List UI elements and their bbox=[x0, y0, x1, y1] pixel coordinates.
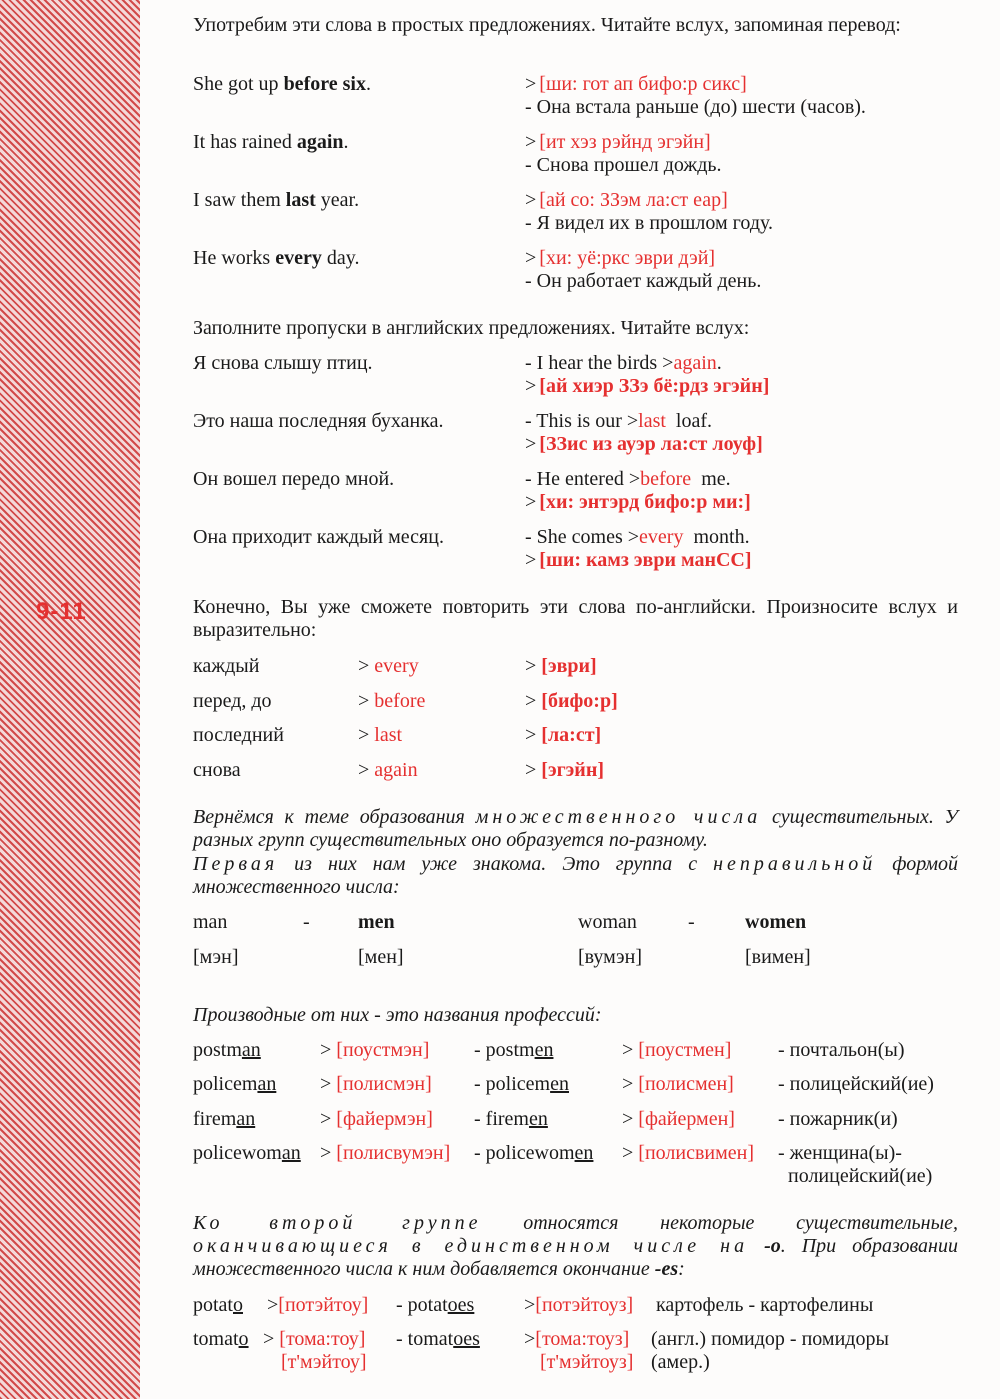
es-russian: (англ.) помидор - помидоры bbox=[651, 1328, 889, 1350]
example-translation: - Он работает каждый день. bbox=[525, 270, 762, 292]
vocab-english: > every bbox=[358, 655, 419, 677]
fill-english: - This is our >last loaf. bbox=[525, 410, 713, 432]
vocab-english: > last bbox=[358, 724, 403, 746]
profession-russian: - женщина(ы)- bbox=[778, 1142, 902, 1164]
word-man: man bbox=[193, 911, 228, 933]
vocab-transcription: > [ла:ст] bbox=[525, 724, 602, 746]
example-translation: - Я видел их в прошлом году. bbox=[525, 212, 773, 234]
vocab-transcription: > [бифо:р] bbox=[525, 690, 618, 712]
fill-transcription: > [ши: камз эври манСС] bbox=[525, 549, 752, 571]
singular-transcription: > [полисвумэн] bbox=[320, 1142, 451, 1164]
profession-russian-cont: полицейский(ие) bbox=[788, 1165, 933, 1187]
vocab-russian: перед, до bbox=[193, 690, 272, 712]
word-women: women bbox=[745, 911, 807, 933]
word-woman: woman bbox=[578, 911, 637, 933]
profession-russian: - почтальон(ы) bbox=[778, 1039, 905, 1061]
dash: - bbox=[688, 911, 695, 933]
profession-plural: - firemen bbox=[474, 1108, 548, 1130]
plural-transcription: > [полисвимен] bbox=[622, 1142, 754, 1164]
fill-english: - He entered >before me. bbox=[525, 468, 731, 490]
intro-text: Употребим эти слова в простых предложениях. Читайте вслух, запоминая перевод: bbox=[193, 14, 901, 36]
fill-transcription: > [ЗЗис из ауэр ла:ст лоуф] bbox=[525, 433, 763, 455]
vocab-transcription: > [эври] bbox=[525, 655, 597, 677]
fill-english: - I hear the birds >again. bbox=[525, 352, 722, 374]
repeat-intro: Конечно, Вы уже сможете повторить эти слова по-английски. Произносите вслух и выразительно: bbox=[193, 596, 958, 641]
es-russian: картофель - картофелины bbox=[656, 1294, 874, 1316]
example-sentence: It has rained again. bbox=[193, 131, 349, 153]
es-singular: potato bbox=[193, 1294, 243, 1316]
professions-intro: Производные от них - это названия профессий: bbox=[193, 1004, 602, 1026]
plural-transcription: > [полисмен] bbox=[622, 1073, 734, 1095]
example-translation: - Снова прошел дождь. bbox=[525, 154, 722, 176]
example-sentence: I saw them last year. bbox=[193, 189, 360, 211]
profession-russian: - пожарник(и) bbox=[778, 1108, 898, 1130]
fill-russian: Она приходит каждый месяц. bbox=[193, 526, 444, 548]
example-transcription: > [ши: гот ап бифо:р сикс] bbox=[525, 73, 747, 95]
plural-intro-1: Вернёмся к теме образования множественного числа существительных. У разных групп существительных оно образуется по-разному. bbox=[193, 806, 958, 851]
profession-singular: policeman bbox=[193, 1073, 277, 1095]
vocab-russian: последний bbox=[193, 724, 284, 746]
word-men: men bbox=[358, 911, 395, 933]
plural-intro-2: Первая из них нам уже знакома. Это группа с неправильной формой множественного числа: bbox=[193, 853, 958, 898]
fill-english: - She comes >every month. bbox=[525, 526, 750, 548]
decorative-stripe bbox=[0, 0, 140, 1399]
fill-russian: Он вошел передо мной. bbox=[193, 468, 395, 490]
es-plural-transcription-alt: [т'мэйтоуз] bbox=[540, 1351, 634, 1373]
second-group-intro: Ко второй группе относятся некоторые существительные, оканчивающиеся в единственном числе на -o. При образовании множественного числа к ним добавляется окончание -es: bbox=[193, 1212, 958, 1280]
singular-transcription: > [файермэн] bbox=[320, 1108, 433, 1130]
profession-singular: policewoman bbox=[193, 1142, 301, 1164]
profession-plural: - policewomen bbox=[474, 1142, 594, 1164]
dash: - bbox=[303, 911, 310, 933]
fill-russian: Я снова слышу птиц. bbox=[193, 352, 373, 374]
plural-transcription: > [поустмен] bbox=[622, 1039, 732, 1061]
plural-transcription: > [файермен] bbox=[622, 1108, 735, 1130]
example-transcription: > [ай со: ЗЗэм ла:ст еар] bbox=[525, 189, 728, 211]
man-transcription: [мэн] bbox=[193, 946, 239, 968]
woman-transcription: [вумэн] bbox=[578, 946, 643, 968]
example-transcription: > [хи: уё:ркс эври дэй] bbox=[525, 247, 716, 269]
singular-transcription: > [полисмэн] bbox=[320, 1073, 432, 1095]
vocab-russian: каждый bbox=[193, 655, 260, 677]
es-plural: - tomatoes bbox=[396, 1328, 480, 1350]
fill-intro: Заполните пропуски в английских предложениях. Читайте вслух: bbox=[193, 317, 750, 339]
fill-russian: Это наша последняя буханка. bbox=[193, 410, 444, 432]
vocab-russian: снова bbox=[193, 759, 241, 781]
es-plural-transcription: >[потэйтоуз] bbox=[524, 1294, 634, 1316]
profession-singular: fireman bbox=[193, 1108, 256, 1130]
page-number: 9-11 bbox=[36, 598, 87, 625]
es-singular-transcription-alt: [т'мэйтоу] bbox=[281, 1351, 367, 1373]
vocab-english: > again bbox=[358, 759, 418, 781]
singular-transcription: > [поустмэн] bbox=[320, 1039, 430, 1061]
es-singular-transcription: > [тома:тоу] bbox=[263, 1328, 366, 1350]
es-singular: tomato bbox=[193, 1328, 249, 1350]
women-transcription: [вимен] bbox=[745, 946, 811, 968]
profession-plural: - postmen bbox=[474, 1039, 554, 1061]
example-transcription: > [ит хэз рэйнд эгэйн] bbox=[525, 131, 711, 153]
fill-transcription: > [ай хиэр ЗЗэ бё:рдз эгэйн] bbox=[525, 375, 770, 397]
es-singular-transcription: >[потэйтоу] bbox=[267, 1294, 369, 1316]
profession-plural: - policemen bbox=[474, 1073, 569, 1095]
fill-transcription: > [хи: энтэрд бифо:р ми:] bbox=[525, 491, 751, 513]
men-transcription: [мен] bbox=[358, 946, 404, 968]
example-sentence: He works every day. bbox=[193, 247, 360, 269]
es-plural-transcription: >[тома:тоуз] bbox=[524, 1328, 630, 1350]
example-sentence: She got up before six. bbox=[193, 73, 371, 95]
vocab-transcription: > [эгэйн] bbox=[525, 759, 605, 781]
example-translation: - Она встала раньше (до) шести (часов). bbox=[525, 96, 866, 118]
es-plural: - potatoes bbox=[396, 1294, 475, 1316]
es-russian-alt: (амер.) bbox=[651, 1351, 710, 1373]
vocab-english: > before bbox=[358, 690, 426, 712]
profession-singular: postman bbox=[193, 1039, 261, 1061]
profession-russian: - полицейский(ие) bbox=[778, 1073, 934, 1095]
